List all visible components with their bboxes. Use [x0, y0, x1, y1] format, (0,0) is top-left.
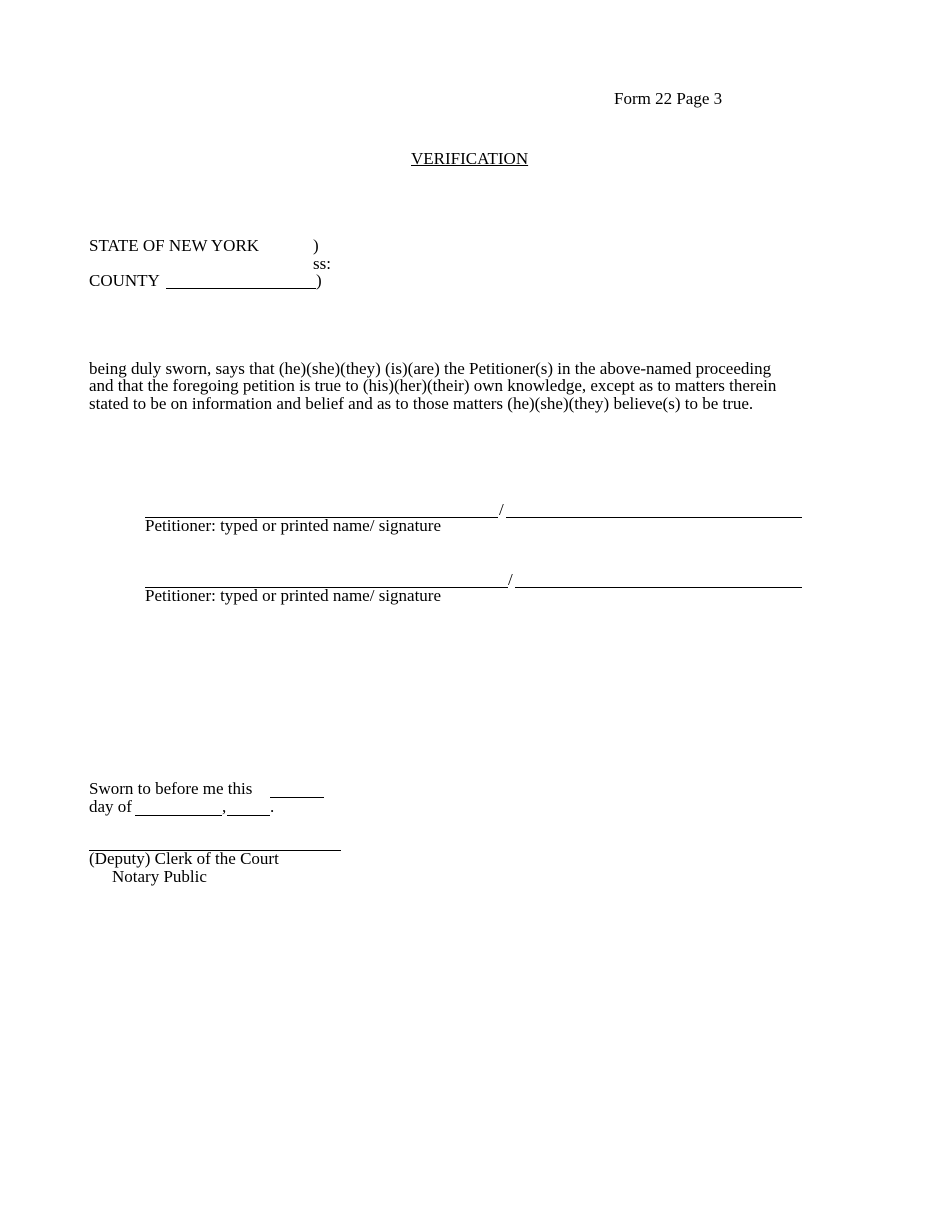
form-page-label: Form 22 Page 3 — [614, 89, 723, 108]
jurat-sworn: Sworn to before me this — [89, 779, 253, 798]
venue-ss: ss: — [313, 254, 331, 273]
county-blank[interactable] — [166, 288, 316, 289]
venue-paren: ) — [313, 236, 319, 255]
body-line: and that the foregoing petition is true to (his)(her)(their) own knowledge, except as to matters therein — [89, 376, 777, 395]
month-blank[interactable] — [135, 815, 222, 816]
petitioner-signature-blank[interactable] — [515, 587, 802, 588]
day-blank[interactable] — [270, 797, 324, 798]
jurat-comma: , — [222, 797, 227, 816]
petitioner-label: Petitioner: typed or printed name/ signature — [145, 516, 442, 535]
jurat-period: . — [270, 797, 275, 816]
clerk-label: (Deputy) Clerk of the Court — [89, 849, 279, 868]
page-title: VERIFICATION — [411, 149, 529, 168]
venue-county-paren: ) — [316, 271, 322, 290]
signature-separator: / — [508, 570, 513, 589]
jurat-day-of: day of — [89, 797, 132, 816]
notary-label: Notary Public — [112, 867, 207, 886]
petitioner-signature-blank[interactable] — [506, 517, 802, 518]
venue-county: COUNTY — [89, 271, 160, 290]
year-blank[interactable] — [227, 815, 270, 816]
petitioner-label: Petitioner: typed or printed name/ signature — [145, 586, 442, 605]
body-line: stated to be on information and belief and as to those matters (he)(she)(they) believe(s) to be true. — [89, 394, 754, 413]
signature-separator: / — [499, 500, 504, 519]
body-line: being duly sworn, says that (he)(she)(they) (is)(are) the Petitioner(s) in the above-named proceeding — [89, 359, 772, 378]
venue-state: STATE OF NEW YORK — [89, 236, 260, 255]
